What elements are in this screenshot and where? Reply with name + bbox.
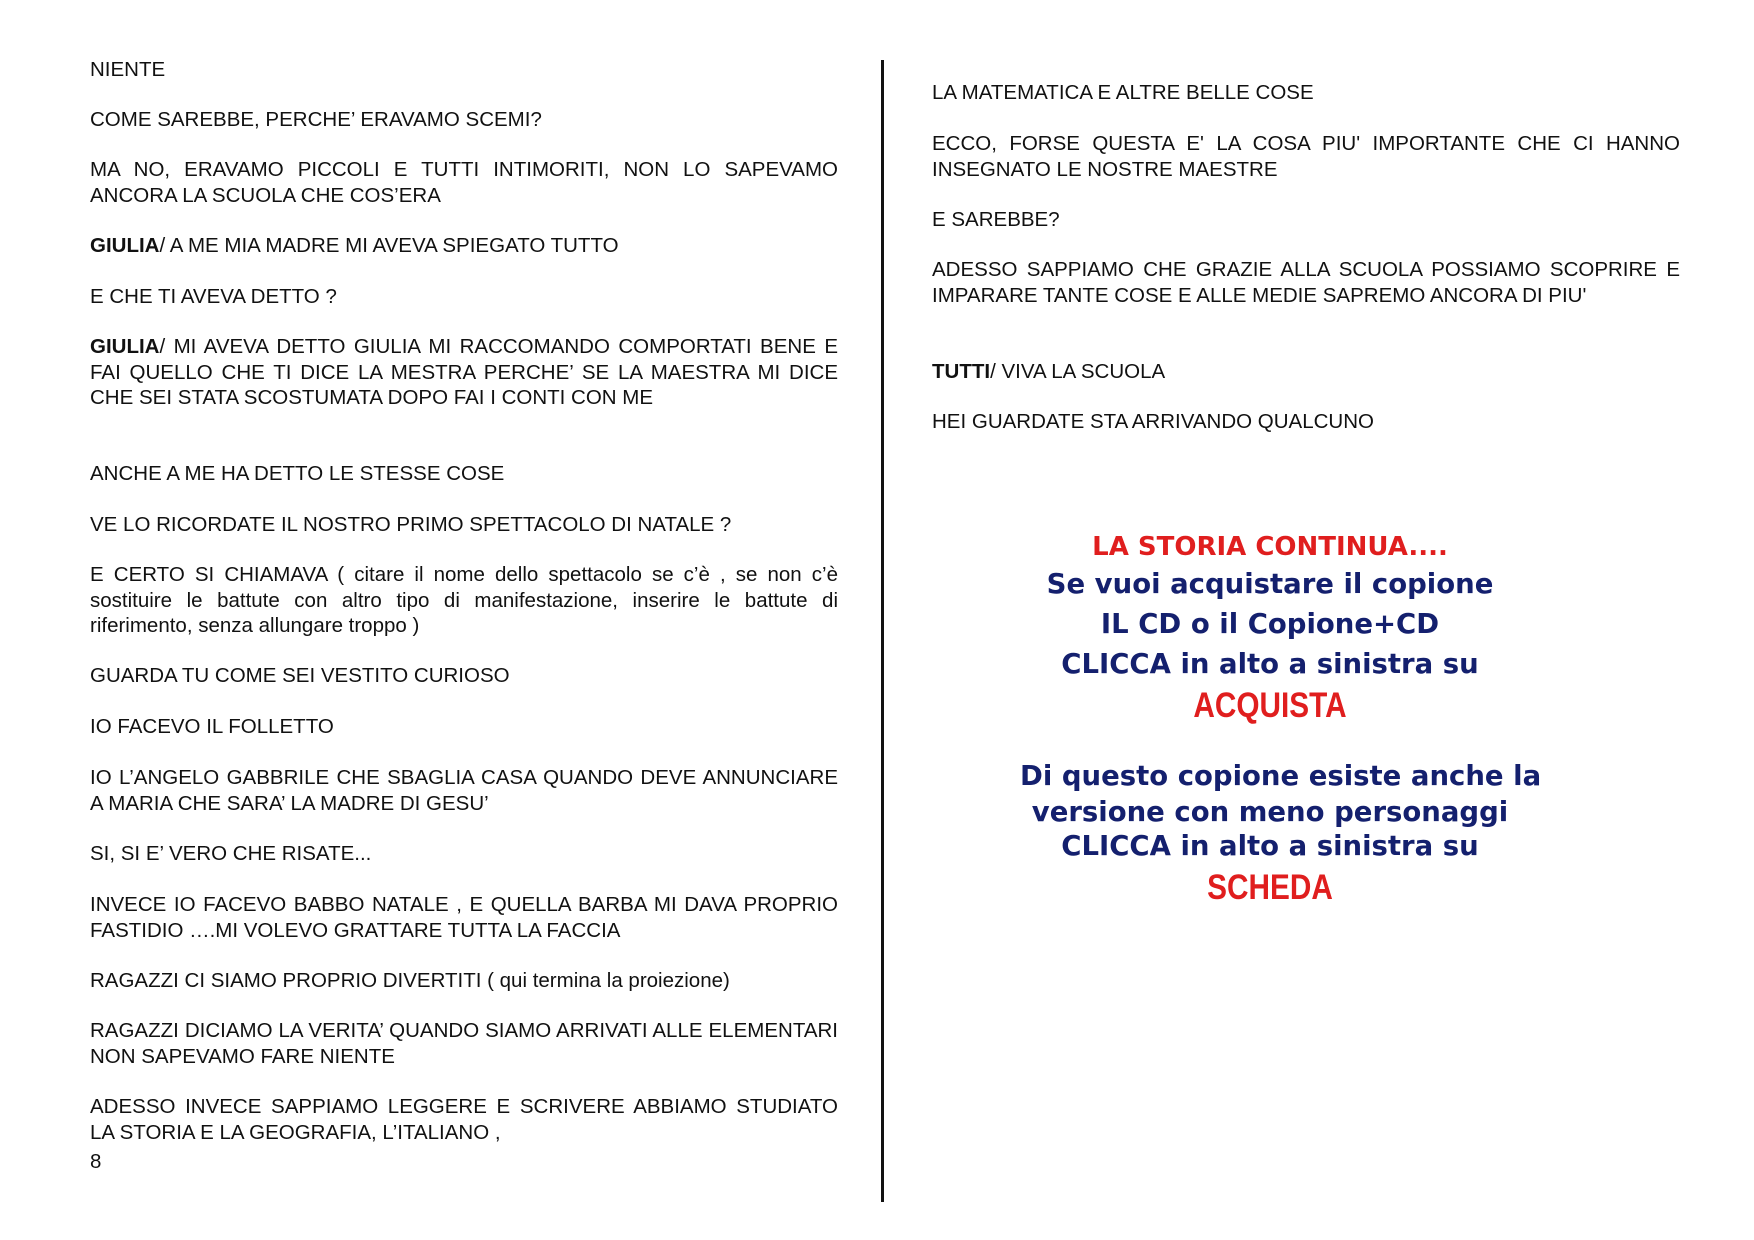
acquista-link[interactable]: ACQUISTA xyxy=(1193,686,1347,725)
speaker-name: GIULIA xyxy=(90,335,160,358)
left-column xyxy=(90,0,838,1240)
paragraph xyxy=(90,1094,838,1145)
paragraph-text: E SAREBBE? xyxy=(932,208,1060,231)
paragraph-text: MA NO, ERAVAMO PICCOLI E TUTTI INTIMORITI, NON LO SAPEVAMO ANCORA LA SCUOLA CHE COS’ERA xyxy=(90,158,838,207)
paragraph xyxy=(932,80,1680,106)
promo-continues: LA STORIA CONTINUA.... xyxy=(1092,532,1448,562)
scheda-link[interactable]: SCHEDA xyxy=(1207,868,1333,907)
paragraph xyxy=(90,334,838,411)
paragraph xyxy=(90,562,838,639)
paragraph xyxy=(90,663,838,689)
paragraph xyxy=(932,207,1680,233)
paragraph-text: ANCHE A ME HA DETTO LE STESSE COSE xyxy=(90,462,505,485)
paragraph-text: GUARDA TU COME SEI VESTITO CURIOSO xyxy=(90,664,510,687)
page-number: 8 xyxy=(90,1150,102,1173)
column-divider xyxy=(881,60,884,1202)
paragraph xyxy=(90,714,838,740)
paragraph xyxy=(90,284,838,310)
paragraph-text: / A ME MIA MADRE MI AVEVA SPIEGATO TUTTO xyxy=(159,234,619,257)
paragraph-text: SI, SI E’ VERO CHE RISATE... xyxy=(90,842,372,865)
promo-line: Se vuoi acquistare il copione xyxy=(1046,568,1494,600)
paragraph xyxy=(90,57,838,83)
paragraph-text: / VIVA LA SCUOLA xyxy=(990,360,1166,383)
paragraph xyxy=(90,841,838,867)
paragraph-text: COME SAREBBE, PERCHE’ ERAVAMO SCEMI? xyxy=(90,108,542,131)
promo-line: CLICCA in alto a sinistra su xyxy=(1061,830,1479,862)
paragraph-text: ADESSO INVECE SAPPIAMO LEGGERE E SCRIVERE ABBIAMO STUDIATO LA STORIA E LA GEOGRAFIA, L’ITALIANO , xyxy=(90,1095,838,1144)
promo-line: CLICCA in alto a sinistra su xyxy=(1061,648,1479,680)
paragraph xyxy=(932,257,1680,308)
paragraph xyxy=(932,409,1680,435)
paragraph-text: IO FACEVO IL FOLLETTO xyxy=(90,715,334,738)
paragraph-text: ECCO, FORSE QUESTA E' LA COSA PIU' IMPORTANTE CHE CI HANNO INSEGNATO LE NOSTRE MAESTRE xyxy=(932,132,1680,181)
promo-line: IL CD o il Copione+CD xyxy=(1100,608,1440,640)
paragraph xyxy=(932,359,1680,385)
paragraph-text: E CHE TI AVEVA DETTO ? xyxy=(90,285,337,308)
promo-line: versione con meno personaggi xyxy=(1031,796,1509,828)
paragraph xyxy=(90,968,838,994)
paragraph xyxy=(90,461,838,487)
paragraph xyxy=(90,107,838,133)
paragraph-text: INVECE IO FACEVO BABBO NATALE , E QUELLA BARBA MI DAVA PROPRIO FASTIDIO ….MI VOLEVO GRATTARE TUTTA LA FACCIA xyxy=(90,893,838,942)
paragraph-text: RAGAZZI DICIAMO LA VERITA’ QUANDO SIAMO ARRIVATI ALLE ELEMENTARI NON SAPEVAMO FARE NIENTE xyxy=(90,1019,838,1068)
paragraph-text: E CERTO SI CHIAMAVA ( citare il nome dello spettacolo se c’è , se non c’è sostituire le battute con altro tipo di manifestazione, inserire le battute di riferimento, senza allungare troppo ) xyxy=(90,563,838,637)
speaker-name: GIULIA xyxy=(90,234,160,257)
paragraph-text: ADESSO SAPPIAMO CHE GRAZIE ALLA SCUOLA POSSIAMO SCOPRIRE E IMPARARE TANTE COSE E ALLE MEDIE SAPREMO ANCORA DI PIU' xyxy=(932,258,1680,307)
paragraph xyxy=(932,131,1680,182)
promo-line: Di questo copione esiste anche la xyxy=(1020,760,1542,792)
paragraph xyxy=(90,157,838,208)
paragraph-text: LA MATEMATICA E ALTRE BELLE COSE xyxy=(932,81,1314,104)
paragraph-text: RAGAZZI CI SIAMO PROPRIO DIVERTITI ( qui termina la proiezione) xyxy=(90,969,730,992)
paragraph xyxy=(90,765,838,816)
paragraph-text: HEI GUARDATE STA ARRIVANDO QUALCUNO xyxy=(932,410,1374,433)
paragraph-text: / MI AVEVA DETTO GIULIA MI RACCOMANDO COMPORTATI BENE E FAI QUELLO CHE TI DICE LA MESTRA PERCHE’ SE LA MAESTRA MI DICE CHE SEI STATA SCOSTUMATA DOPO FAI I CONTI CON ME xyxy=(90,335,838,409)
paragraph-text: IO L’ANGELO GABBRILE CHE SBAGLIA CASA QUANDO DEVE ANNUNCIARE A MARIA CHE SARA’ LA MADRE DI GESU’ xyxy=(90,766,838,815)
speaker-name: TUTTI xyxy=(932,360,991,383)
paragraph-text: VE LO RICORDATE IL NOSTRO PRIMO SPETTACOLO DI NATALE ? xyxy=(90,513,732,536)
paragraph-text: NIENTE xyxy=(90,58,166,81)
paragraph xyxy=(90,1018,838,1069)
paragraph xyxy=(90,233,838,259)
paragraph xyxy=(90,892,838,943)
paragraph xyxy=(90,512,838,538)
